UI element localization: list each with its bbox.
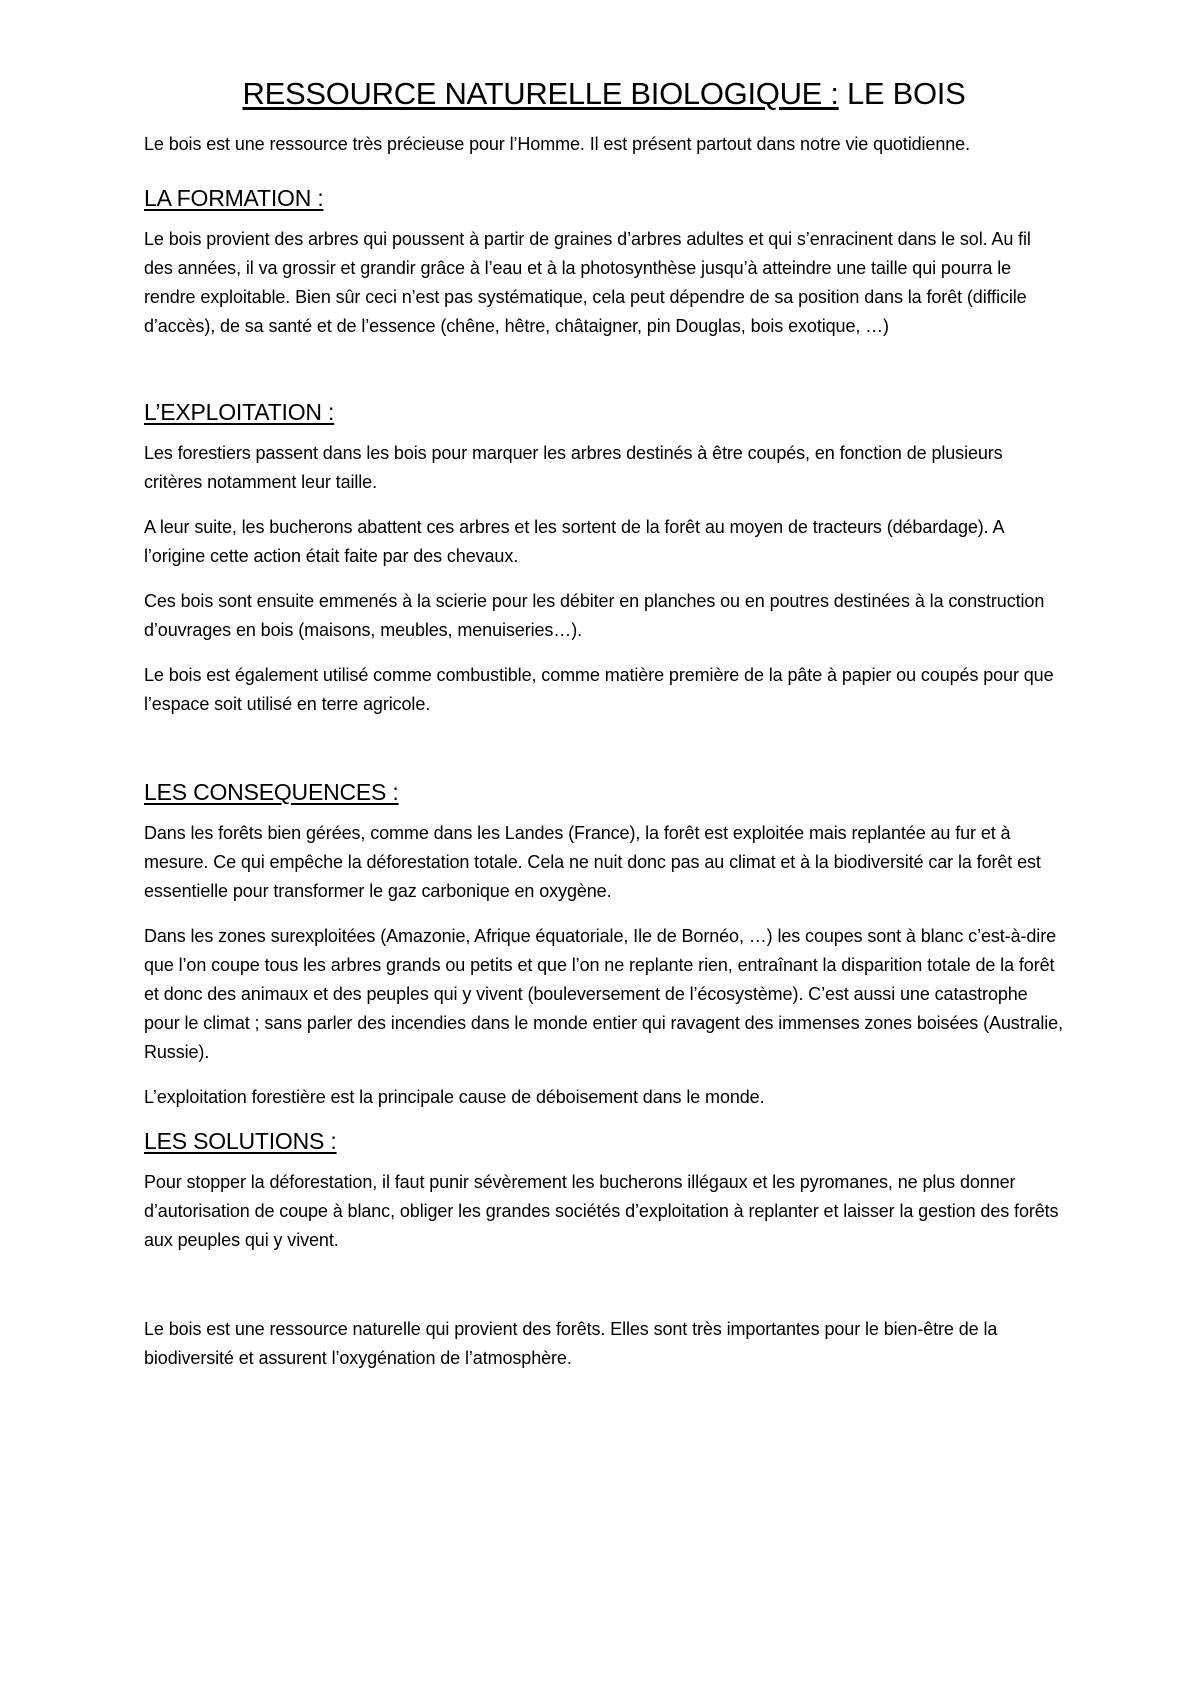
section-heading-solutions: LES SOLUTIONS : [144, 1128, 337, 1154]
document-title-rest: LE BOIS [838, 76, 966, 111]
formation-paragraph: Le bois provient des arbres qui poussent à partir de graines d’arbres adultes et qui s’enracinent dans le sol. Au fil des années, il va grossir et grandir grâce à l’eau et à la photosynthèse jusqu’à atteindre une taille qui pourra le rendre exploitable. Bien sûr ceci n’est pas systématique, cela peut dépendre de sa position dans la forêt (difficile d’accès), de sa santé et de l’essence (chêne, hêtre, châtaigner, pin Douglas, bois exotique, …) [144, 229, 1031, 336]
solutions-paragraph: Pour stopper la déforestation, il faut punir sévèrement les bucherons illégaux et les pyromanes, ne plus donner d’autorisation de coupe à blanc, obliger les grandes sociétés d’exploitation à replanter et laisser la gestion des forêts aux peuples qui y vivent. [144, 1172, 1059, 1250]
document-page [144, 72, 1064, 1373]
document-title [144, 72, 1064, 116]
consequences-paragraph-1: Dans les forêts bien gérées, comme dans les Landes (France), la forêt est exploitée mais replantée au fur et à mesure. Ce qui empêche la déforestation totale. Cela ne nuit donc pas au climat et à la biodiversité car la forêt est essentielle pour transformer le gaz carbonique en oxygène. [144, 823, 1041, 901]
conclusion-paragraph: Le bois est une ressource naturelle qui provient des forêts. Elles sont très importantes pour le bien-être de la biodiversité et assurent l’oxygénation de l’atmosphère. [144, 1319, 998, 1368]
exploitation-paragraph-4: Le bois est également utilisé comme combustible, comme matière première de la pâte à papier ou coupés pour que l’espace soit utilisé en terre agricole. [144, 665, 1054, 714]
consequences-paragraph-2: Dans les zones surexploitées (Amazonie, Afrique équatoriale, Ile de Bornéo, …) les coupes sont à blanc c’est-à-dire que l’on coupe tous les arbres grands ou petits et que l’on ne replante rien, entraînant la disparition totale de la forêt et donc des animaux et des peuples qui y vivent (bouleversement de l’écosystème). C’est aussi une catastrophe pour le climat ; sans parler des incendies dans le monde entier qui ravagent des immenses zones boisées (Australie, Russie). [144, 926, 1063, 1062]
intro-paragraph: Le bois est une ressource très précieuse pour l’Homme. Il est présent partout dans notre vie quotidienne. [144, 134, 970, 154]
section-heading-formation: LA FORMATION : [144, 185, 324, 211]
section-heading-exploitation: L’EXPLOITATION : [144, 399, 335, 425]
exploitation-paragraph-3: Ces bois sont ensuite emmenés à la scierie pour les débiter en planches ou en poutres destinées à la construction d’ouvrages en bois (maisons, meubles, menuiseries…). [144, 591, 1045, 640]
exploitation-paragraph-1: Les forestiers passent dans les bois pour marquer les arbres destinés à être coupés, en fonction de plusieurs critères notamment leur taille. [144, 443, 1003, 492]
consequences-paragraph-3: L’exploitation forestière est la principale cause de déboisement dans le monde. [144, 1087, 765, 1107]
document-title-underlined: RESSOURCE NATURELLE BIOLOGIQUE : [242, 76, 839, 111]
section-heading-consequences: LES CONSEQUENCES : [144, 779, 399, 805]
exploitation-paragraph-2: A leur suite, les bucherons abattent ces arbres et les sortent de la forêt au moyen de tracteurs (débardage). A l’origine cette action était faite par des chevaux. [144, 517, 1004, 566]
